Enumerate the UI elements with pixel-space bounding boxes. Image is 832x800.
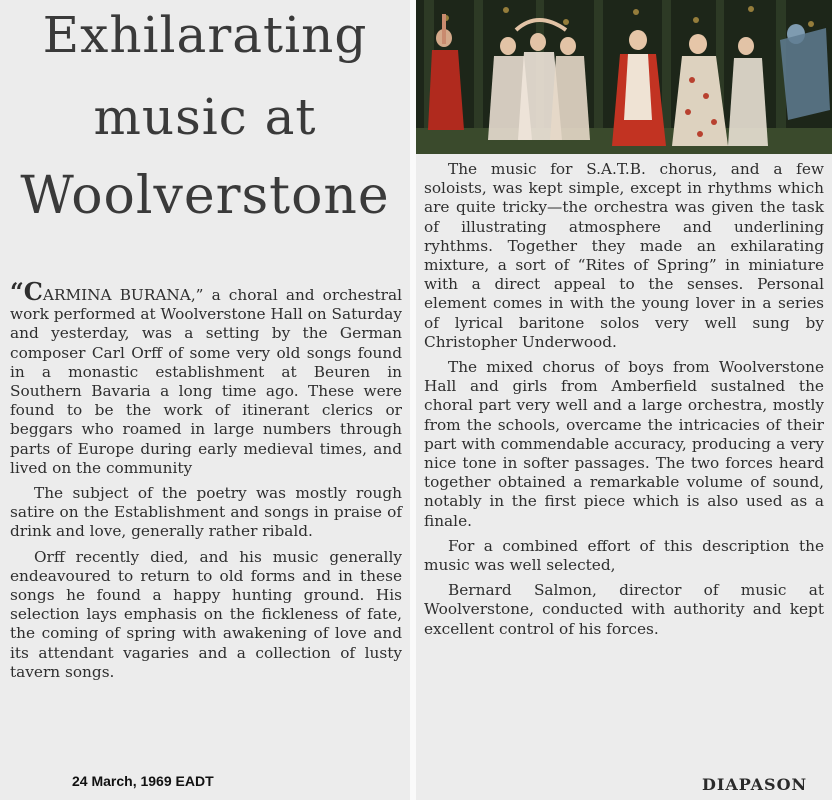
drop-cap: “C [10,277,43,306]
left-column [0,0,410,800]
paragraph-3: Orff recently died, and his music generally endeavoured to return to old forms and in these songs he found a happy hunting ground. His selection lays emphasis on the fickleness of fate, the coming of spring with awakening of love and its attendant vagaries and a collection of lusty tavern songs. [10,547,402,681]
painting-figures [416,0,832,154]
author-signature: DIAPASON [702,775,808,794]
right-column [416,0,832,800]
headline-line-3: Woolverstone [20,166,390,226]
figure-zephyr [780,24,830,120]
article-headline [0,0,410,226]
headline-line-2: music at [93,88,317,146]
paragraph-5: The mixed chorus of boys from Woolverstone Hall and girls from Amberfield sustalned the choral part very well and a large orchestra, mostly from the schools, overcame the intricacies of their part with commendable accuracy, producing a very nice tone in softer passages. The two forces heard together obtained a remarkable volume of sound, notably in the first piece which is also used as a finale. [424,358,824,530]
paragraph-2: The subject of the poetry was mostly rough satire on the Establishment and songs in praise of drink and love, generally rather ribald. [10,484,402,541]
paragraph-7: Bernard Salmon, director of music at Woolverstone, conducted with authority and kept excellent control of his forces. [424,581,824,638]
paragraph-1 [10,277,402,478]
headline-line-1: Exhilarating [42,6,368,64]
paragraph-1-text: ARMINA BURANA,” a choral and orchestral work performed at Woolverstone Hall on Saturday and yesterday, was a setting by the German composer Carl Orff of some very old songs found in a monastic establishment at Beuren in Southern Bavaria a long time ago. These were found to be the work of itinerant clerics or beggars who roamed in large numbers through parts of Europe during early medieval times, and lived on the community [10,286,402,477]
paragraph-6: For a combined effort of this description the music was well selected, [424,536,824,575]
left-column-body [10,277,402,688]
painting-illustration [416,0,832,154]
date-source-caption: 24 March, 1969 EADT [72,773,214,789]
paragraph-4: The music for S.A.T.B. chorus, and a few soloists, was kept simple, except in rhythms which are quite tricky—the orchestra was given the task of illustrating atmosphere and underlining ryhthms. Together they made an exhilarating mixture, a sort of “Rites of Spring” in miniature with a direct appeal to the senses. Personal element comes in with the young lover in a series of lyrical baritone solos very well sung by Christopher Underwood. [424,160,824,351]
right-column-body [424,160,824,645]
